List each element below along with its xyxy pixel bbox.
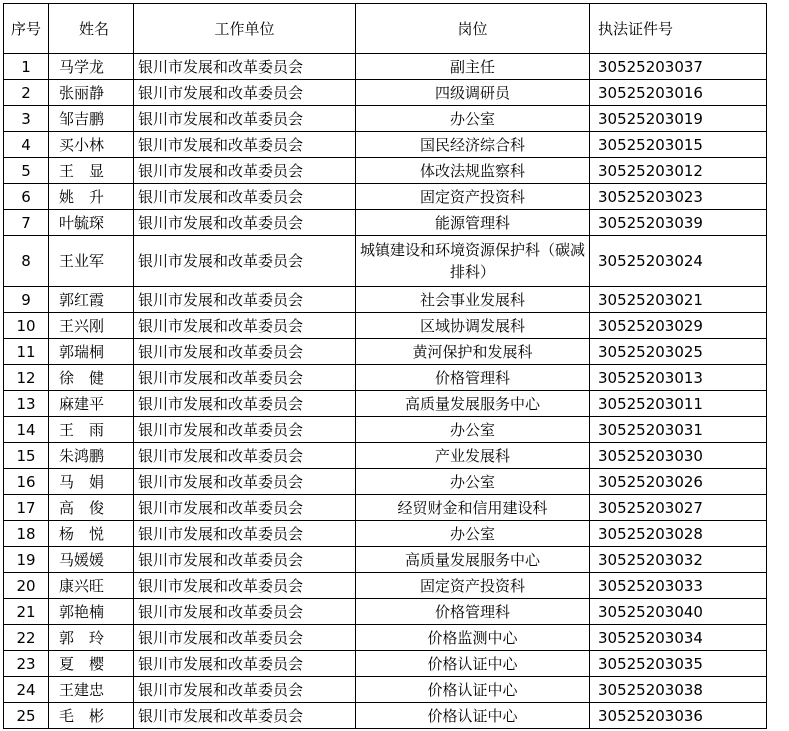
cell-cert-no: 30525203012: [590, 158, 767, 184]
cell-name: 徐 健: [49, 365, 134, 391]
cell-name: 张丽静: [49, 80, 134, 106]
cell-position: 价格认证中心: [356, 703, 590, 729]
cell-work-unit: 银川市发展和改革委员会: [134, 495, 356, 521]
cell-name: 马媛媛: [49, 547, 134, 573]
cell-work-unit: 银川市发展和改革委员会: [134, 313, 356, 339]
cell-name: 朱鸿鹏: [49, 443, 134, 469]
cell-cert-no: 30525203027: [590, 495, 767, 521]
cell-cert-no: 30525203038: [590, 677, 767, 703]
cell-name: 高 俊: [49, 495, 134, 521]
cell-cert-no: 30525203028: [590, 521, 767, 547]
cell-work-unit: 银川市发展和改革委员会: [134, 339, 356, 365]
cell-position: 价格认证中心: [356, 651, 590, 677]
cell-position: 办公室: [356, 521, 590, 547]
cell-work-unit: 银川市发展和改革委员会: [134, 365, 356, 391]
enforcement-roster-table: [3, 3, 767, 729]
cell-work-unit: 银川市发展和改革委员会: [134, 651, 356, 677]
cell-serial-no: 22: [4, 625, 49, 651]
cell-serial-no: 19: [4, 547, 49, 573]
cell-name: 麻建平: [49, 391, 134, 417]
cell-work-unit: 银川市发展和改革委员会: [134, 184, 356, 210]
cell-serial-no: 25: [4, 703, 49, 729]
table-row: [4, 106, 767, 132]
table-row: [4, 158, 767, 184]
table-row: [4, 599, 767, 625]
cell-position: 办公室: [356, 469, 590, 495]
header-serial-no: 序号: [4, 4, 49, 54]
header-name: 姓名: [49, 4, 134, 54]
table-row: [4, 703, 767, 729]
cell-name: 王建忠: [49, 677, 134, 703]
cell-work-unit: 银川市发展和改革委员会: [134, 158, 356, 184]
cell-serial-no: 2: [4, 80, 49, 106]
cell-position: 固定资产投资科: [356, 184, 590, 210]
cell-serial-no: 7: [4, 210, 49, 236]
cell-serial-no: 8: [4, 236, 49, 287]
cell-name: 夏 樱: [49, 651, 134, 677]
cell-name: 郭瑞桐: [49, 339, 134, 365]
table-row: [4, 80, 767, 106]
cell-name: 马学龙: [49, 54, 134, 80]
cell-work-unit: 银川市发展和改革委员会: [134, 80, 356, 106]
cell-serial-no: 5: [4, 158, 49, 184]
table-row: [4, 391, 767, 417]
cell-position: 经贸财金和信用建设科: [356, 495, 590, 521]
table-row: [4, 210, 767, 236]
cell-serial-no: 24: [4, 677, 49, 703]
table-row: [4, 443, 767, 469]
cell-position: 城镇建设和环境资源保护科（碳减排科）: [356, 236, 590, 287]
table-row: [4, 677, 767, 703]
table-row: [4, 54, 767, 80]
table-row: [4, 469, 767, 495]
cell-cert-no: 30525203036: [590, 703, 767, 729]
cell-cert-no: 30525203021: [590, 287, 767, 313]
cell-cert-no: 30525203025: [590, 339, 767, 365]
cell-work-unit: 银川市发展和改革委员会: [134, 521, 356, 547]
cell-cert-no: 30525203023: [590, 184, 767, 210]
cell-serial-no: 12: [4, 365, 49, 391]
table-row: [4, 547, 767, 573]
cell-cert-no: 30525203032: [590, 547, 767, 573]
cell-work-unit: 银川市发展和改革委员会: [134, 106, 356, 132]
cell-position: 体改法规监察科: [356, 158, 590, 184]
cell-work-unit: 银川市发展和改革委员会: [134, 703, 356, 729]
cell-work-unit: 银川市发展和改革委员会: [134, 236, 356, 287]
table-row: [4, 313, 767, 339]
cell-serial-no: 20: [4, 573, 49, 599]
cell-position: 产业发展科: [356, 443, 590, 469]
cell-position: 高质量发展服务中心: [356, 547, 590, 573]
cell-name: 叶毓琛: [49, 210, 134, 236]
cell-cert-no: 30525203035: [590, 651, 767, 677]
header-row: [4, 4, 767, 54]
cell-cert-no: 30525203013: [590, 365, 767, 391]
table-row: [4, 339, 767, 365]
cell-work-unit: 银川市发展和改革委员会: [134, 625, 356, 651]
table-row: [4, 625, 767, 651]
cell-cert-no: 30525203024: [590, 236, 767, 287]
cell-position: 国民经济综合科: [356, 132, 590, 158]
cell-position: 副主任: [356, 54, 590, 80]
roster-body: [4, 54, 767, 729]
cell-position: 四级调研员: [356, 80, 590, 106]
cell-name: 马 娟: [49, 469, 134, 495]
cell-serial-no: 14: [4, 417, 49, 443]
table-row: [4, 521, 767, 547]
cell-work-unit: 银川市发展和改革委员会: [134, 391, 356, 417]
cell-name: 姚 升: [49, 184, 134, 210]
cell-serial-no: 9: [4, 287, 49, 313]
cell-position: 区域协调发展科: [356, 313, 590, 339]
cell-serial-no: 3: [4, 106, 49, 132]
cell-work-unit: 银川市发展和改革委员会: [134, 417, 356, 443]
header-position: 岗位: [356, 4, 590, 54]
cell-serial-no: 21: [4, 599, 49, 625]
cell-serial-no: 13: [4, 391, 49, 417]
cell-cert-no: 30525203015: [590, 132, 767, 158]
cell-work-unit: 银川市发展和改革委员会: [134, 54, 356, 80]
cell-position: 价格管理科: [356, 365, 590, 391]
table-row: [4, 236, 767, 287]
cell-name: 郭艳楠: [49, 599, 134, 625]
table-row: [4, 573, 767, 599]
cell-position: 社会事业发展科: [356, 287, 590, 313]
table-row: [4, 495, 767, 521]
table-row: [4, 365, 767, 391]
cell-serial-no: 4: [4, 132, 49, 158]
cell-name: 王兴刚: [49, 313, 134, 339]
cell-position: 价格监测中心: [356, 625, 590, 651]
cell-name: 王业军: [49, 236, 134, 287]
cell-position: 黄河保护和发展科: [356, 339, 590, 365]
cell-cert-no: 30525203016: [590, 80, 767, 106]
cell-work-unit: 银川市发展和改革委员会: [134, 573, 356, 599]
cell-cert-no: 30525203037: [590, 54, 767, 80]
cell-cert-no: 30525203031: [590, 417, 767, 443]
cell-cert-no: 30525203040: [590, 599, 767, 625]
cell-name: 郭 玲: [49, 625, 134, 651]
cell-serial-no: 10: [4, 313, 49, 339]
table-row: [4, 132, 767, 158]
cell-serial-no: 6: [4, 184, 49, 210]
cell-work-unit: 银川市发展和改革委员会: [134, 132, 356, 158]
table-row: [4, 184, 767, 210]
cell-work-unit: 银川市发展和改革委员会: [134, 210, 356, 236]
cell-name: 康兴旺: [49, 573, 134, 599]
header-cert-no: 执法证件号: [590, 4, 767, 54]
cell-cert-no: 30525203039: [590, 210, 767, 236]
cell-work-unit: 银川市发展和改革委员会: [134, 677, 356, 703]
cell-position: 办公室: [356, 417, 590, 443]
cell-name: 郭红霞: [49, 287, 134, 313]
cell-serial-no: 18: [4, 521, 49, 547]
cell-position: 能源管理科: [356, 210, 590, 236]
header-work-unit: 工作单位: [134, 4, 356, 54]
cell-position: 高质量发展服务中心: [356, 391, 590, 417]
table-row: [4, 651, 767, 677]
cell-name: 毛 彬: [49, 703, 134, 729]
table-row: [4, 287, 767, 313]
cell-position: 办公室: [356, 106, 590, 132]
cell-work-unit: 银川市发展和改革委员会: [134, 547, 356, 573]
cell-serial-no: 15: [4, 443, 49, 469]
cell-serial-no: 23: [4, 651, 49, 677]
cell-cert-no: 30525203034: [590, 625, 767, 651]
cell-position: 固定资产投资科: [356, 573, 590, 599]
cell-name: 杨 悦: [49, 521, 134, 547]
cell-work-unit: 银川市发展和改革委员会: [134, 599, 356, 625]
cell-serial-no: 11: [4, 339, 49, 365]
cell-cert-no: 30525203011: [590, 391, 767, 417]
cell-cert-no: 30525203026: [590, 469, 767, 495]
cell-serial-no: 1: [4, 54, 49, 80]
cell-serial-no: 17: [4, 495, 49, 521]
cell-position: 价格管理科: [356, 599, 590, 625]
cell-work-unit: 银川市发展和改革委员会: [134, 443, 356, 469]
cell-cert-no: 30525203029: [590, 313, 767, 339]
cell-name: 王 雨: [49, 417, 134, 443]
cell-position: 价格认证中心: [356, 677, 590, 703]
cell-name: 王 显: [49, 158, 134, 184]
cell-work-unit: 银川市发展和改革委员会: [134, 469, 356, 495]
table-row: [4, 417, 767, 443]
cell-work-unit: 银川市发展和改革委员会: [134, 287, 356, 313]
cell-cert-no: 30525203033: [590, 573, 767, 599]
cell-name: 买小林: [49, 132, 134, 158]
cell-cert-no: 30525203019: [590, 106, 767, 132]
cell-name: 邹吉鹏: [49, 106, 134, 132]
cell-serial-no: 16: [4, 469, 49, 495]
cell-cert-no: 30525203030: [590, 443, 767, 469]
